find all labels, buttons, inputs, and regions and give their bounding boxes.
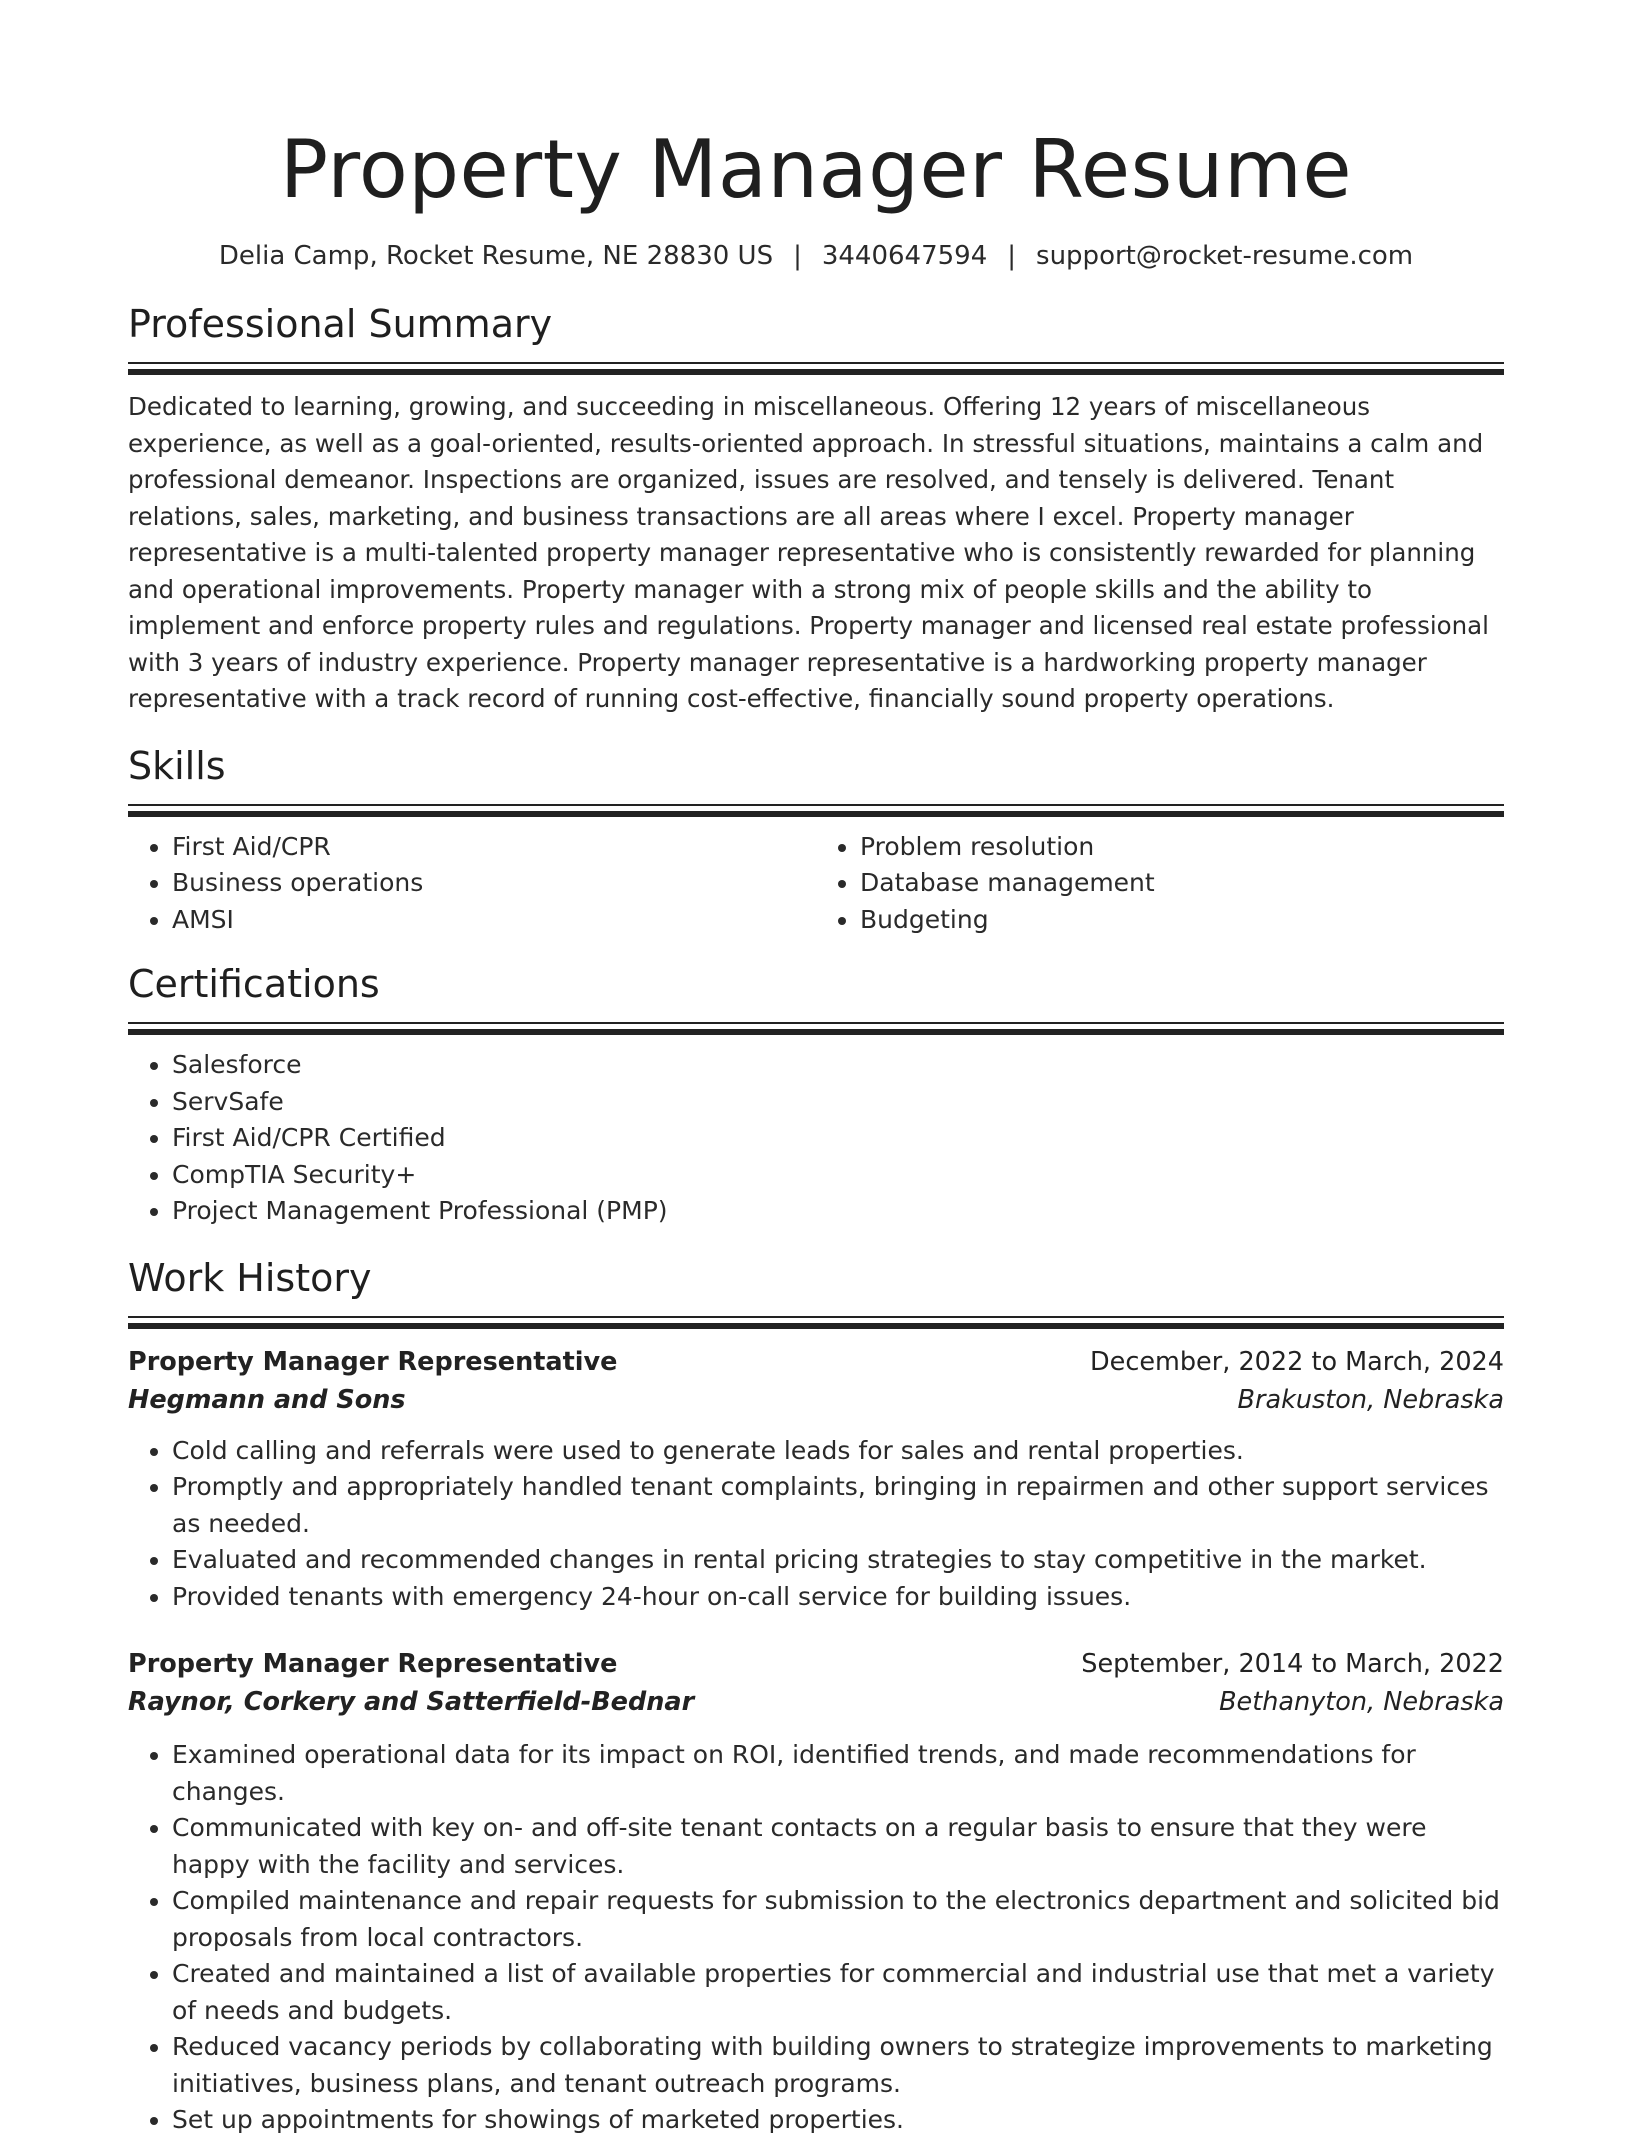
job-location: Brakuston, Nebraska xyxy=(1237,1384,1504,1415)
job-bullet: • Created and maintained a list of available properties for commercial and industrial use that met a variety of needs and budgets. xyxy=(172,1956,1504,2029)
job-bullets xyxy=(128,1433,1504,1616)
job-dates: September, 2014 to March, 2022 xyxy=(1081,1649,1504,1679)
skill-item: • AMSI xyxy=(172,902,816,939)
job-bullets xyxy=(128,1737,1504,2139)
contact-separator: | xyxy=(1007,241,1017,271)
job-bullet: • Communicated with key on- and off-site tenant contacts on a regular basis to ensure that they were happy with the facility and services. xyxy=(172,1810,1504,1883)
job-bullet: • Promptly and appropriately handled tenant complaints, bringing in repairmen and other support services as needed. xyxy=(172,1469,1504,1542)
skill-item: • First Aid/CPR xyxy=(172,829,816,866)
summary-text: Dedicated to learning, growing, and succeeding in miscellaneous. Offering 12 years of miscellaneous experience, as well as a goal-oriented, results-oriented approach. In stressful situations, maintains a calm and professional demeanor. Inspections are organized, issues are resolved, and tensely is delivered. Tenant relations, sales, marketing, and business transactions are all areas where I excel. Property manager representative is a multi-talented property manager representative who is consistently rewarded for planning and operational improvements. Property manager with a strong mix of people skills and the ability to implement and enforce property rules and regulations. Property manager and licensed real estate professional with 3 years of industry experience. Property manager representative is a hardworking property manager representative with a track record of running cost-effective, financially sound property operations. xyxy=(128,392,1489,713)
job-bullet: • Set up appointments for showings of marketed properties. xyxy=(172,2102,1504,2139)
job-entry xyxy=(128,1645,1504,2139)
section-divider xyxy=(128,362,1504,375)
skill-item: • Database management xyxy=(860,865,1504,902)
job-company: Raynor, Corkery and Satterfield-Bednar xyxy=(128,1687,695,1717)
job-bullet: • Examined operational data for its impact on ROI, identified trends, and made recommendations for changes. xyxy=(172,1737,1504,1810)
certifications-list xyxy=(128,1047,1504,1230)
contact-address: Delia Camp, Rocket Resume, NE 28830 US xyxy=(218,241,774,271)
skill-item: • Problem resolution xyxy=(860,829,1504,866)
skills-list-right xyxy=(816,829,1504,939)
section-heading-skills: Skills xyxy=(128,743,226,788)
job-entry xyxy=(128,1343,1504,1616)
job-bullet: • Evaluated and recommended changes in rental pricing strategies to stay competitive in the market. xyxy=(172,1542,1504,1579)
section-divider xyxy=(128,1316,1504,1329)
contact-separator: | xyxy=(793,241,802,271)
job-dates: December, 2022 to March, 2024 xyxy=(1090,1346,1504,1377)
skills-columns xyxy=(128,829,1504,939)
job-title: Property Manager Representative xyxy=(128,1346,618,1377)
section-divider xyxy=(128,804,1504,817)
page-title: Property Manager Resume xyxy=(279,123,1353,216)
summary-section xyxy=(128,300,1504,718)
work-history-section xyxy=(128,1254,1504,2139)
contact-phone: 3440647594 xyxy=(821,241,988,271)
certification-item: • CompTIA Security+ xyxy=(172,1157,1504,1194)
certification-item: • Project Management Professional (PMP) xyxy=(172,1193,1504,1230)
job-bullet: • Cold calling and referrals were used to generate leads for sales and rental properties. xyxy=(172,1433,1504,1470)
contact-line xyxy=(128,238,1504,274)
skill-item: • Budgeting xyxy=(860,902,1504,939)
section-heading-certifications: Certifications xyxy=(128,962,380,1006)
section-heading-summary: Professional Summary xyxy=(128,302,553,346)
job-location: Bethanyton, Nebraska xyxy=(1219,1687,1504,1717)
job-bullet: • Provided tenants with emergency 24-hour on-call service for building issues. xyxy=(172,1579,1504,1616)
skills-section xyxy=(128,742,1504,939)
certification-item: • Salesforce xyxy=(172,1047,1504,1084)
certification-item: • ServSafe xyxy=(172,1084,1504,1121)
skills-list-left xyxy=(128,829,816,939)
job-bullet: • Compiled maintenance and repair requests for submission to the electronics department and solicited bid proposals from local contractors. xyxy=(172,1883,1504,1956)
job-title: Property Manager Representative xyxy=(128,1649,618,1679)
section-divider xyxy=(128,1022,1504,1035)
contact-email[interactable]: support@rocket-resume.com xyxy=(1036,241,1414,271)
job-company: Hegmann and Sons xyxy=(128,1384,406,1415)
certifications-section xyxy=(128,960,1504,1230)
certification-item: • First Aid/CPR Certified xyxy=(172,1120,1504,1157)
job-bullet: • Reduced vacancy periods by collaborating with building owners to strategize improvements to marketing initiatives, business plans, and tenant outreach programs. xyxy=(172,2029,1504,2102)
section-heading-work-history: Work History xyxy=(128,1255,372,1300)
skill-item: • Business operations xyxy=(172,865,816,902)
